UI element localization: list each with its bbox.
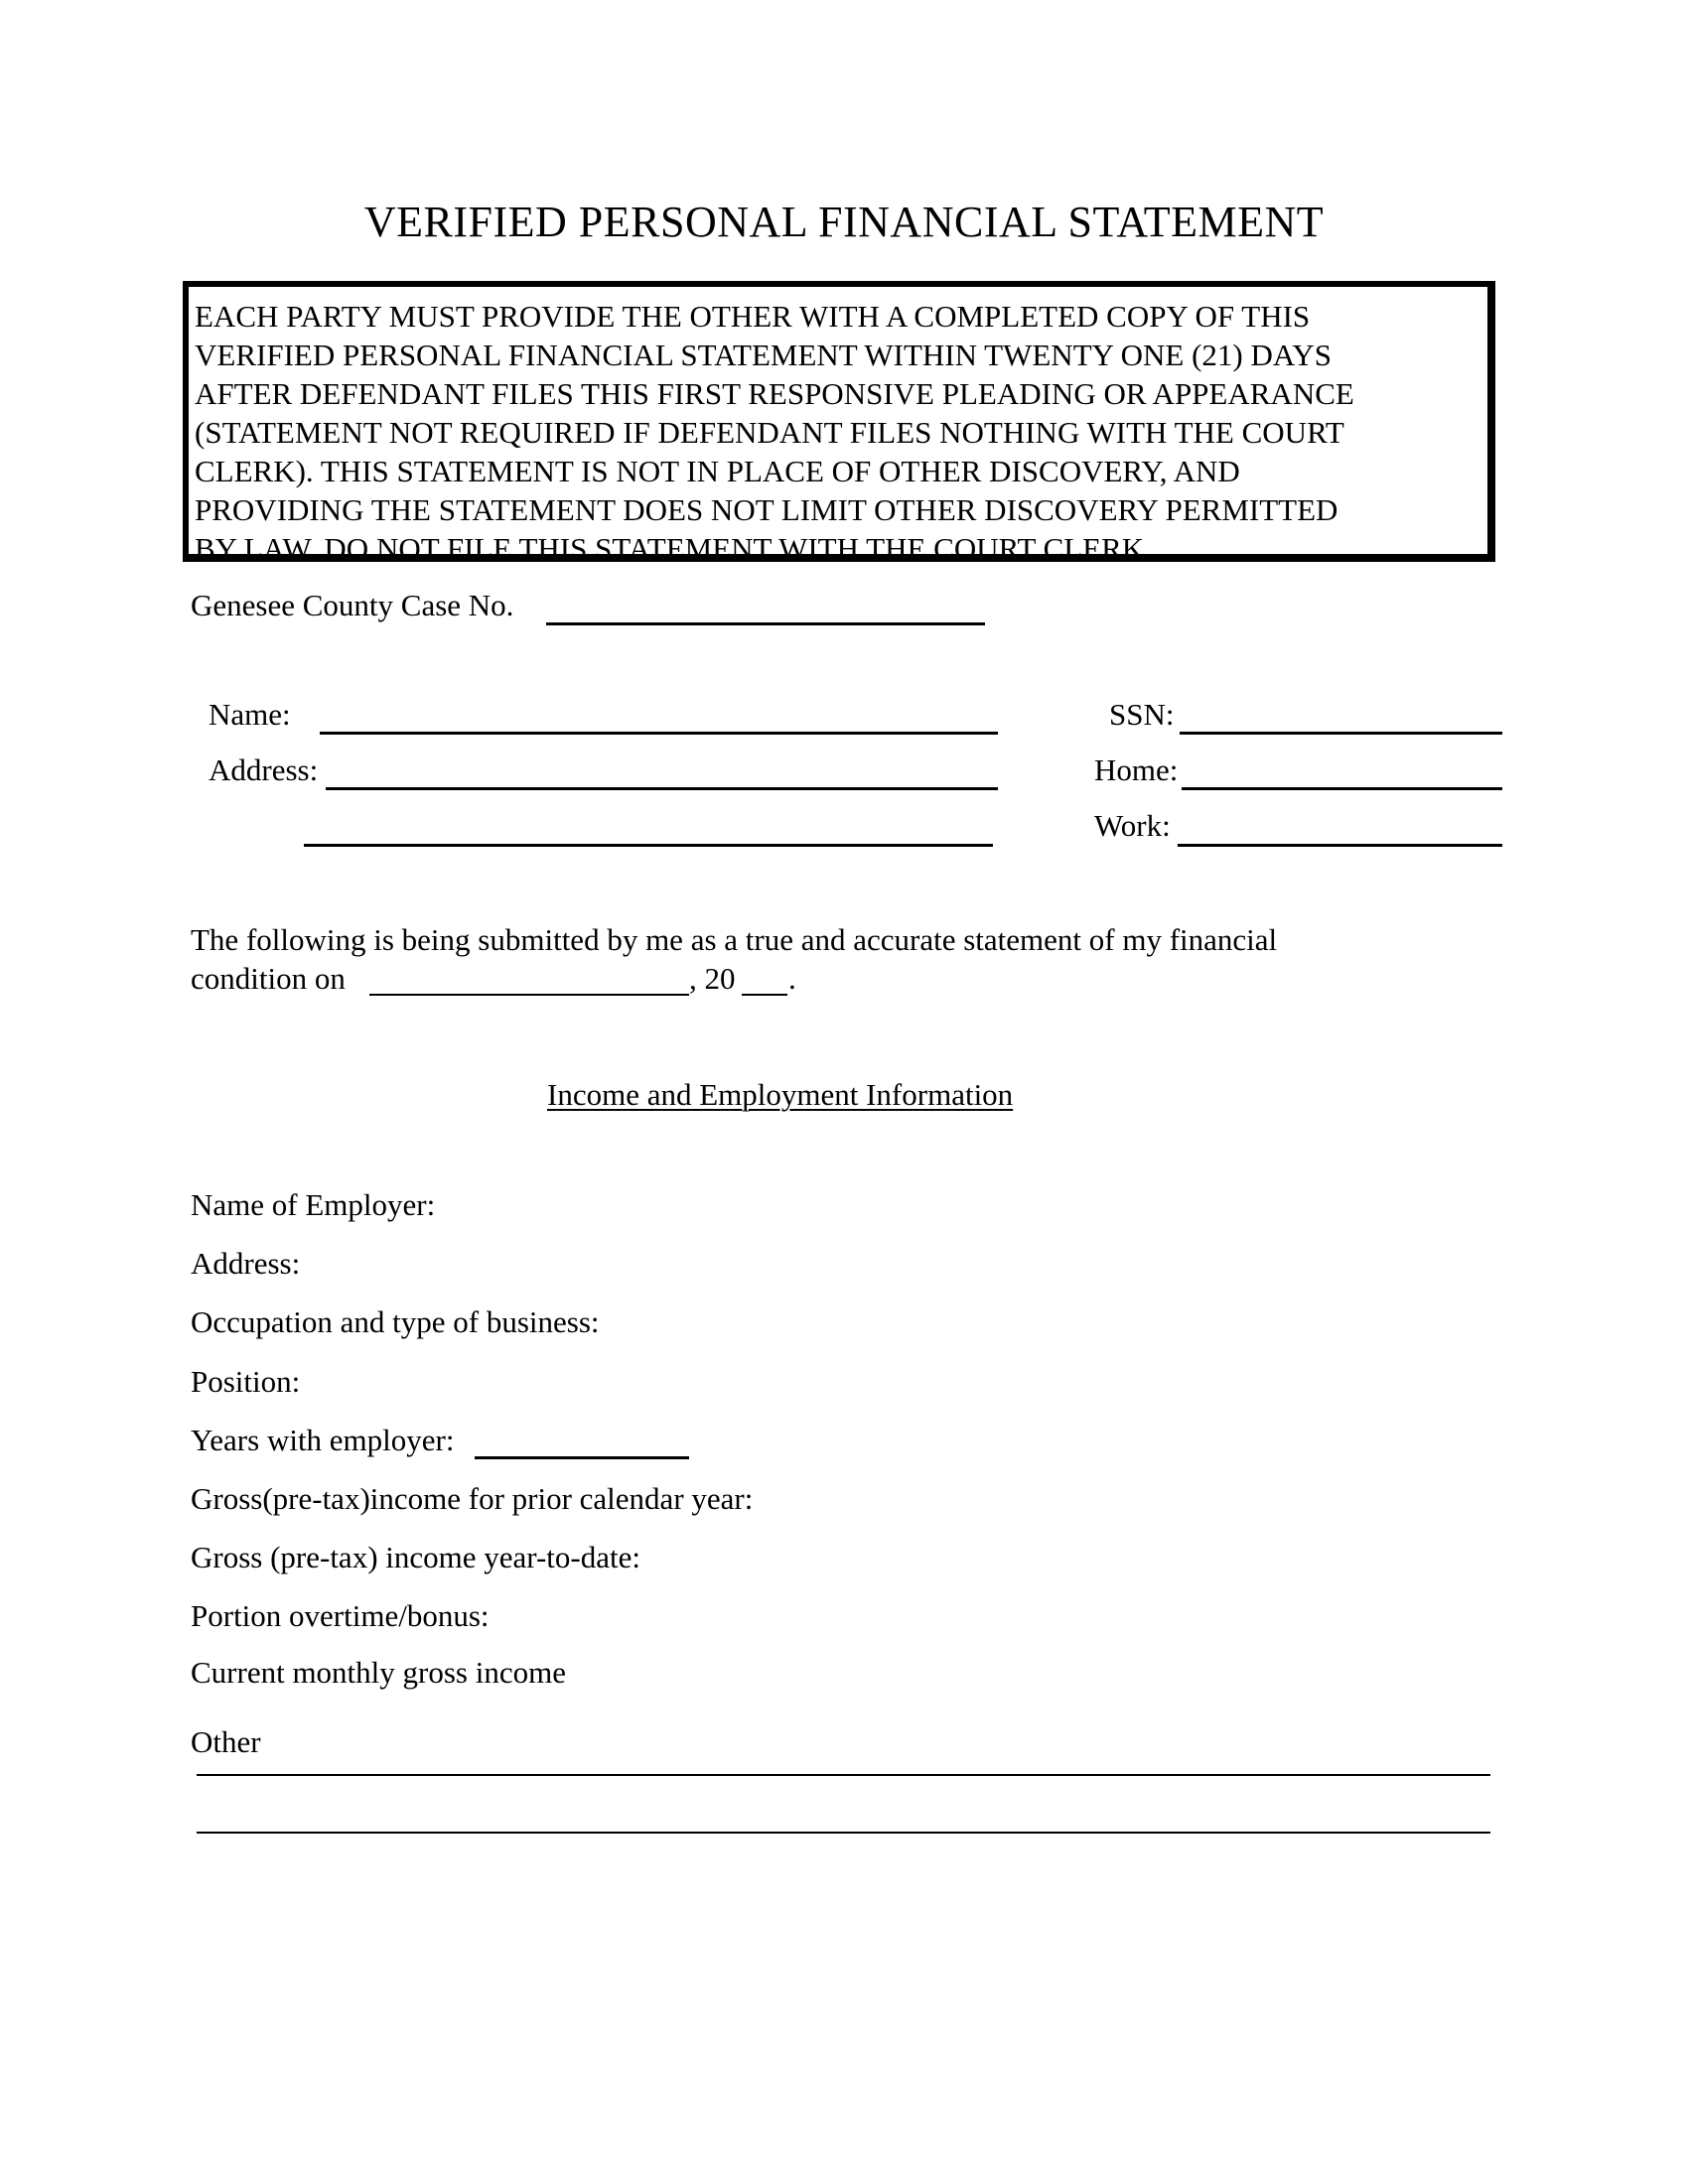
notice-box (183, 281, 1495, 566)
ssn-label: SSN: (1109, 697, 1175, 732)
years-label: Years with employer: (191, 1423, 455, 1457)
other-field-line2[interactable] (197, 1832, 1490, 1834)
overtime-label: Portion overtime/bonus: (191, 1598, 490, 1633)
section-heading: Income and Employment Information (547, 1077, 1014, 1112)
employer-label: Name of Employer: (191, 1187, 436, 1222)
name-field[interactable] (320, 732, 998, 735)
work-phone-label: Work: (1094, 808, 1171, 843)
notice-line: AFTER DEFENDANT FILES THIS FIRST RESPONSIVE PLEADING OR APPEARANCE (195, 376, 1354, 411)
statement-date-field[interactable] (369, 994, 689, 996)
other-label: Other (191, 1724, 261, 1759)
case-no-label: Genesee County Case No. (191, 588, 514, 622)
other-field-line1[interactable] (197, 1774, 1490, 1776)
notice-line: (STATEMENT NOT REQUIRED IF DEFENDANT FILES NOTHING WITH THE COURT (195, 415, 1344, 450)
gross-prior-label: Gross(pre-tax)income for prior calendar year: (191, 1481, 754, 1516)
document-title: VERIFIED PERSONAL FINANCIAL STATEMENT (363, 198, 1325, 246)
notice-line: BY LAW. DO NOT FILE THIS STATEMENT WITH THE COURT CLERK. (195, 531, 1152, 566)
statement-year-field[interactable] (742, 994, 787, 996)
statement-line1: The following is being submitted by me as a true and accurate statement of my financial (191, 922, 1278, 957)
home-phone-field[interactable] (1182, 787, 1502, 790)
statement-line2-end: . (788, 961, 796, 996)
position-label: Position: (191, 1364, 301, 1399)
statement-line2-prefix: condition on (191, 961, 346, 996)
notice-line: CLERK). THIS STATEMENT IS NOT IN PLACE OF OTHER DISCOVERY, AND (195, 454, 1240, 488)
case-no-field[interactable] (546, 622, 985, 625)
years-field[interactable] (475, 1456, 689, 1459)
notice-line: EACH PARTY MUST PROVIDE THE OTHER WITH A COMPLETED COPY OF THIS (195, 299, 1311, 334)
address-field-line2[interactable] (304, 844, 993, 847)
home-phone-label: Home: (1094, 752, 1179, 787)
employer-address-label: Address: (191, 1246, 301, 1281)
address-field-line1[interactable] (326, 787, 998, 790)
address-label: Address: (209, 752, 319, 787)
notice-line: PROVIDING THE STATEMENT DOES NOT LIMIT OTHER DISCOVERY PERMITTED (195, 492, 1338, 527)
gross-ytd-label: Gross (pre-tax) income year-to-date: (191, 1540, 640, 1574)
statement-line2-comma: , 20 (689, 961, 736, 996)
name-label: Name: (209, 697, 291, 732)
occupation-label: Occupation and type of business: (191, 1304, 600, 1339)
notice-line: VERIFIED PERSONAL FINANCIAL STATEMENT WITHIN TWENTY ONE (21) DAYS (195, 338, 1333, 372)
work-phone-field[interactable] (1178, 844, 1502, 847)
ssn-field[interactable] (1180, 732, 1502, 735)
monthly-income-label: Current monthly gross income (191, 1655, 566, 1690)
